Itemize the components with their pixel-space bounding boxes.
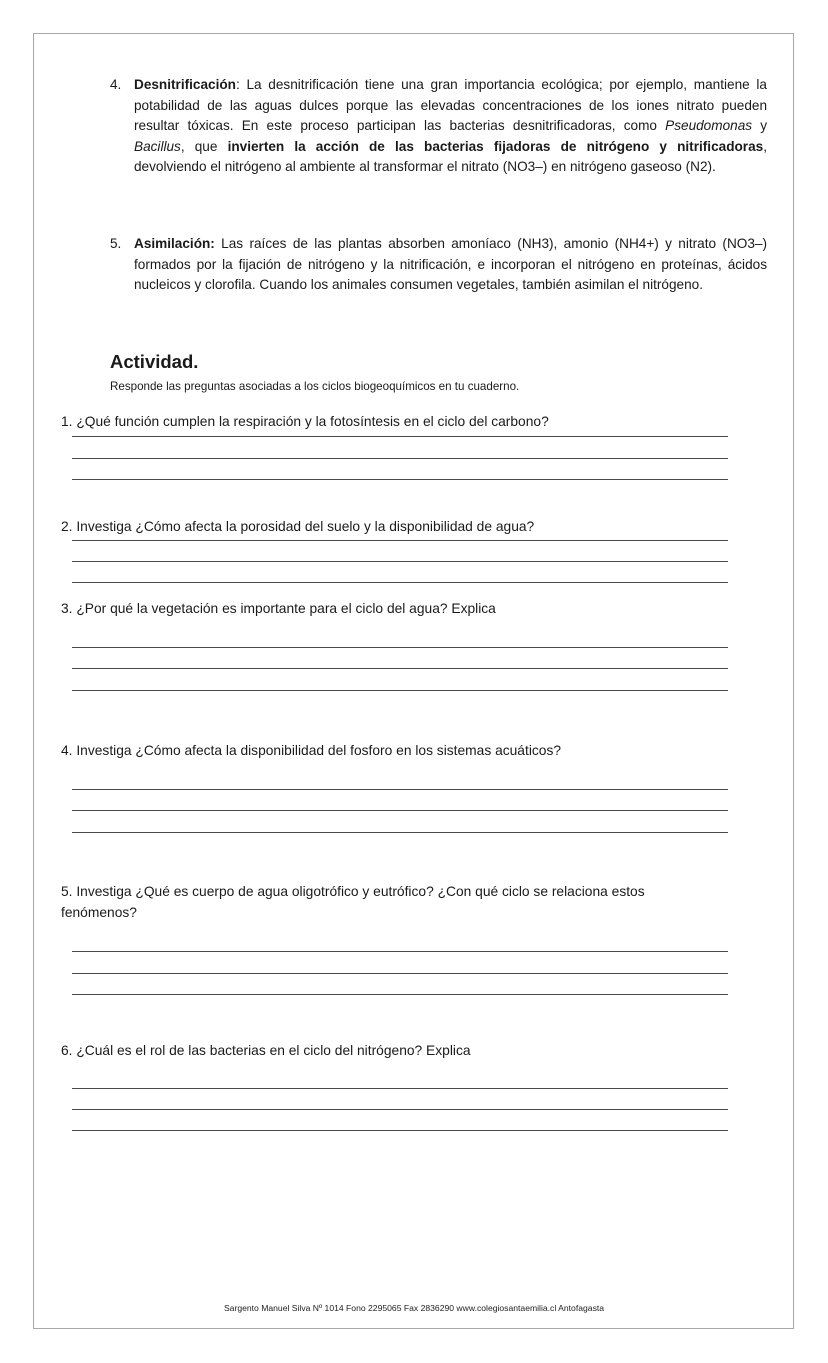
item-text: Las raíces de las plantas absorben amoníaco (NH3), amonio (NH4+) y nitrato (NO3–) formados por la fijación de nitrógeno y la nitrificación, e incorporan el nitrógeno en proteínas, ácidos nucleicos y clorofila. Cuando los animales consumen vegetales, también asimilan el nitrógeno. [134,236,767,292]
answer-line [72,582,728,583]
question-3: 3. ¿Por qué la vegetación es importante para el ciclo del agua? Explica [61,601,496,616]
answer-line [72,1130,728,1131]
answer-line [72,1088,728,1089]
question-1: 1. ¿Qué función cumplen la respiración y la fotosíntesis en el ciclo del carbono? [61,414,549,429]
answer-line [72,561,728,562]
question-6: 6. ¿Cuál es el rol de las bacterias en el ciclo del nitrógeno? Explica [61,1043,471,1058]
answer-line [72,458,728,459]
page-border [33,33,794,1329]
answer-line [72,951,728,952]
list-item-desnitrificacion [110,75,767,178]
answer-line [72,789,728,790]
answer-line [72,668,728,669]
answer-line [72,1109,728,1110]
item-term: Asimilación: [134,236,215,251]
question-5: 5. Investiga ¿Qué es cuerpo de agua oligotrófico y eutrófico? ¿Con qué ciclo se relaciona estos fenómenos? [61,884,645,920]
answer-line [72,690,728,691]
answer-line [72,436,728,437]
answer-line [72,647,728,648]
activity-title: Actividad. [110,351,199,372]
item-term: Desnitrificación [134,77,236,92]
item-body [134,234,767,296]
item-body [134,75,767,178]
item-text: y [752,118,767,133]
answer-line [72,479,728,480]
item-text: : La desnitrificación tiene una gran importancia ecológica; por ejemplo, mantiene la potabilidad de las aguas dulces porque las elevadas concentraciones de los iones nitrato pueden resultar tóxicas. En este proceso participan las bacterias desnitrificadoras, como [134,77,767,133]
species-name: Pseudomonas [665,118,753,133]
item-text: , devolviendo el nitrógeno al ambiente al transformar el nitrato (NO3–) en nitrógeno gaseoso (N2). [134,138,767,174]
answer-line [72,973,728,974]
list-item-asimilacion [110,234,767,296]
question-4: 4. Investiga ¿Cómo afecta la disponibilidad del fosforo en los sistemas acuáticos? [61,743,562,758]
answer-line [72,832,728,833]
answer-line [72,540,728,541]
activity-instructions: Responde las preguntas asociadas a los ciclos biogeoquímicos en tu cuaderno. [110,380,520,393]
footer-address: Sargento Manuel Silva Nº 1014 Fono 2295065 Fax 2836290 www.colegiosantaemilia.cl Antofagasta [223,1303,605,1313]
item-text: , que [180,138,228,154]
answer-line [72,810,728,811]
species-name: Bacillus [134,138,181,154]
emphasis-text: invierten la acción de las bacterias fijadoras de nitrógeno y nitrificadoras [227,138,764,154]
question-2: 2. Investiga ¿Cómo afecta la porosidad del suelo y la disponibilidad de agua? [61,519,535,534]
item-number: 5. [110,236,122,251]
answer-line [72,994,728,995]
item-number: 4. [110,77,122,92]
